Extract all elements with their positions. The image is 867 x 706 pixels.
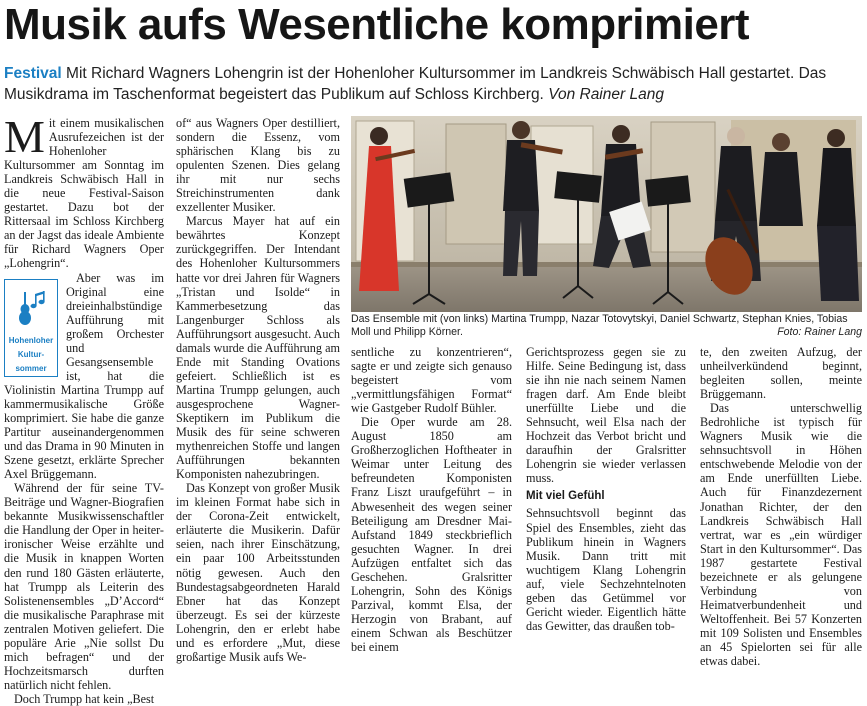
column-3 <box>351 345 512 654</box>
paragraph: of“ aus Wagners Oper destilliert, sondern die Essenz, vom sphärischen Klang bis zu opulenten Szenen. Dies gelang ihr mit nur sechs Streichinstrumenten dank exzellenter Musiker. <box>176 116 340 215</box>
column-5 <box>700 345 862 669</box>
paragraph: Die Oper wurde am 28. August 1850 am Großherzoglichen Hoftheater in Weimar unter Leitung des befreundeten Komponisten Franz Liszt uraufgeführt – in Abwesenheit des wegen seiner Beteiligung am Dresdner Mai-Aufstand 1849 steckbrieflich gesuchten Wagner. In drei Aufzügen entfaltet sich das Geschehen. Gralsritter Lohengrin, Sohn des Königs Parzival, kommt Elsa, der Herzogin von Brabant, auf einem Schwan als Beschützer bei einem <box>351 415 512 654</box>
lead-paragraph <box>4 63 864 105</box>
paragraph: te, den zweiten Aufzug, der unheilverkündend beginnt, begleiten sollen, meinte Brüggemann. <box>700 345 862 402</box>
paragraph: Hohenloher Kultur- sommer Aber was im Original eine dreieinhalbstündige Aufführung mit großem Orchester und Gesangsensemble ist, hat die Violinistin Martina Trumpp auf kammermusikalische Größe komprimiert. Sie habe die ganze Partitur auseinandergenommen und das Drama in 90 Minuten in Szene gesetzt, erklärte Sprecher Axel Brüggemann. <box>4 270 164 482</box>
paragraph: Das Konzept von großer Musik im kleinen Format habe sich in der Corona-Zeit entwickelt, erläuterte die Musikerin. Dafür seien, nach ihrer Einschätzung, ein paar 100 Arbeitsstunden nötig gewesen. Auch den Bundestagsabgeordneten Harald Ebner hat das Konzept überzeugt. Es sei der kürzeste Lohengrin, den er erlebt habe und es erfordere „Mut, diese großartige Musik aufs We- <box>176 481 340 664</box>
photo-credit: Foto: Rainer Lang <box>777 326 862 338</box>
violin-notes-icon <box>13 288 49 328</box>
kicker: Festival <box>4 65 62 82</box>
caption-text: Das Ensemble mit (von links) Martina Trumpp, Nazar Totovytskyi, Daniel Schwartz, Stephan Knies, Tobias Moll und Philipp Körner. <box>351 313 848 338</box>
paragraph: Gerichtsprozess gegen sie zu Hilfe. Seine Bedingung ist, dass sie ihn nie nach seinem Namen fragen darf. Am Ende bleibt unerfüllte Liebe und die Sehnsucht, weil Elsa nach der Hochzeit das Verbot bricht und daraufhin der Gralsritter Lohengrin sie wieder verlassen muss. <box>526 345 686 486</box>
drop-cap: M <box>4 111 45 162</box>
ensemble-photo <box>351 116 862 312</box>
ensemble-illustration <box>351 116 862 312</box>
column-4 <box>526 345 686 633</box>
column-1 <box>4 111 164 706</box>
lead-text: Mit Richard Wagners Lohengrin ist der Hohenloher Kultursommer im Landkreis Schwäbisch Hall gestartet. Das Musikdrama im Taschenformat begeistert das Publikum auf Schloss Kirchberg. <box>4 65 827 103</box>
paragraph: Während der für seine TV-Beiträge und Wagner-Biografien bekannte Musikwissenschaftler die Handlung der Oper in heiter-ironischer Weise erzählte und die Musik in knappen Worten den rund 180 Gästen erläuterte, hat Trumpp als Leiterin des Solistenensembles „D’Accord“ die musikalische Paraphrase mit zentralen Motiven geliefert. Die populäre Arie „Nie sollst Du mich befragen“ und der Hochzeitsmarsch durften natürlich nicht fehlen. <box>4 481 164 692</box>
headline: Musik aufs Wesentliche komprimiert <box>4 0 750 49</box>
paragraph: Das unterschwellig Bedrohliche ist typisch für Wagners Musik wie die sehnsuchtsvoll in Höhen entschwebende Melodie von der am Ende unerfüllten Liebe. Auch für Finanzdezernent Jonathan Richter, der den Landkreis Schwäbisch Hall vertrat, war es „ein würdiger Start in den Kultursommer“. Das 1987 gestartete Festival bezeichnete er als gelungene Verbindung von Heimatverbundenheit und Weltoffenheit. Bei 57 Konzerten mit 109 Solisten und Ensembles an 45 Spielorten sei für alle etwas dabei. <box>700 401 862 669</box>
festival-logo: Hohenloher Kultur- sommer <box>4 279 58 377</box>
column-2 <box>176 116 340 664</box>
paragraph: Sehnsuchtsvoll beginnt das Spiel des Ensembles, zieht das Publikum hinein in Wagners Musik. Dann tritt mit wuchtigem Klang Lohengrin auf, viele Sechzehntelnoten geben das Getümmel vor Gericht wieder. Eigentlich hätte das Gewitter, das draußen tob- <box>526 506 686 633</box>
photo-caption <box>351 313 862 339</box>
paragraph: sentliche zu konzentrieren“, sagte er und zeigte sich genauso begeistert vom „vermittlungsfähigen Format“ wie Gastgeber Rudolf Bühler. <box>351 345 512 416</box>
paragraph: Doch Trumpp hat kein „Best <box>14 691 155 706</box>
intro-paragraph: Mit einem musikalischen Ausrufezeichen ist der Hohenloher Kultursommer am Sonntag im Landkreis Schwäbisch Hall in die neue Festival-Saison gestartet. Dazu bot der Rittersaal im Schloss Kirchberg an der Jagst das ideale Ambiente für Richard Wagners Oper „Lohengrin“. <box>4 111 164 271</box>
byline: Von Rainer Lang <box>548 86 664 103</box>
subheading: Mit viel Gefühl <box>526 490 605 503</box>
paragraph: Marcus Mayer hat auf ein bewährtes Konzept zurückgegriffen. Der Intendant des Hohenloher Kultursommers hatte vor drei Jahren für Wagners „Tristan und Isolde“ in Kammerbesetzung das Langenburger Schloss als Aufführungsort ausgesucht. Auch damals wurde die Aufführung am Ende mit Standing Ovations gefeiert. Schließlich ist es Martina Trumpp gelungen, auch ausgesprochene Wagner-Skeptikern im Publikum die Musik des für seine schweren mythenreichen Stoffe und langen Aufführungen bekannten Komponisten nahezubringen. <box>176 214 340 482</box>
